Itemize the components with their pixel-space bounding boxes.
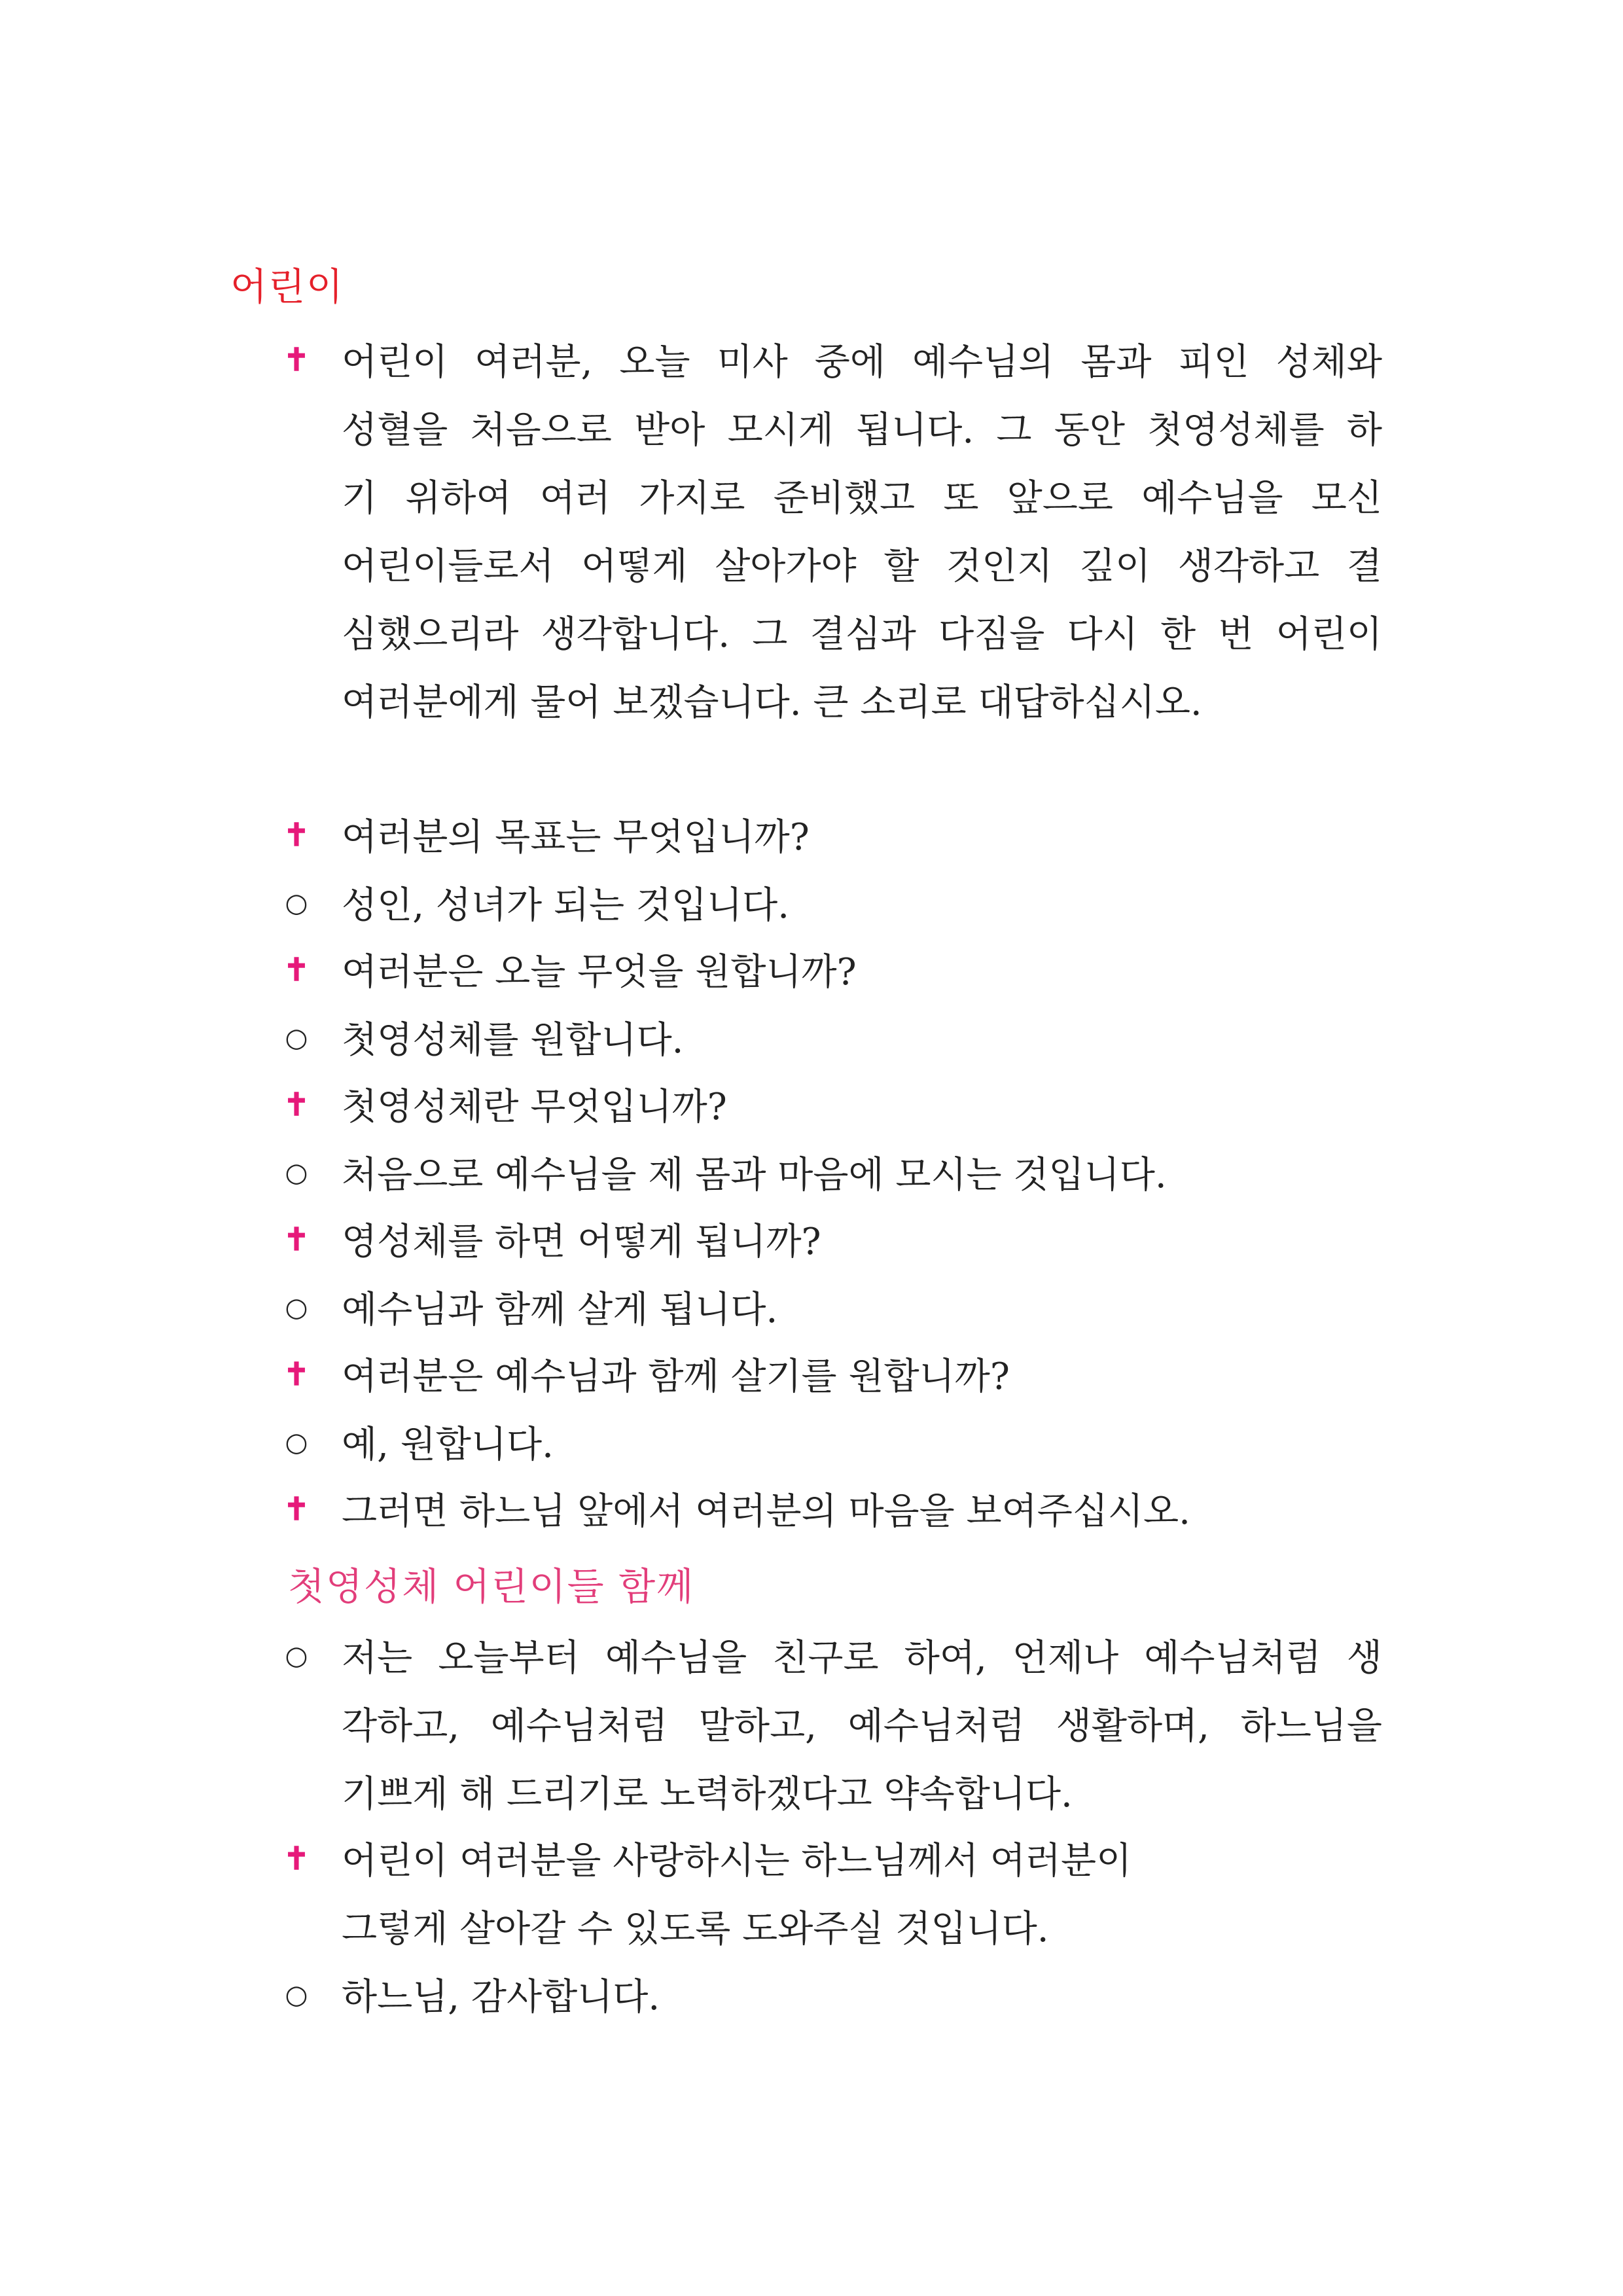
promise-line: 각하고, 예수님처럼 말하고, 예수님처럼 생활하며, 하느님을 (342, 1705, 1382, 1748)
priest-cross-icon: ✝ (283, 952, 310, 988)
intro-line: 성혈을 처음으로 받아 모시게 됩니다. 그 동안 첫영성체를 하 (342, 409, 1382, 452)
children-response-circle-icon: ○ (285, 1427, 308, 1458)
promise-line: 기쁘게 해 드리기로 노력하겠다고 약속합니다. (342, 1773, 1073, 1816)
children-response: 처음으로 예수님을 제 몸과 마음에 모시는 것입니다. (342, 1154, 1167, 1196)
priest-cross-icon: ✝ (283, 1356, 310, 1393)
children-response-circle-icon: ○ (285, 1980, 308, 2010)
children-response: 예수님과 함께 살게 됩니다. (342, 1289, 778, 1331)
children-together-subheading: 첫영성체 어린이들 함께 (288, 1564, 695, 1609)
priest-instruction: 그러면 하느님 앞에서 여러분의 마음을 보여주십시오. (342, 1490, 1190, 1533)
priest-question: 여러분의 목표는 무엇입니까? (342, 816, 810, 859)
intro-line: 어린이 여러분, 오늘 미사 중에 예수님의 몸과 피인 성체와 (342, 341, 1382, 384)
priest-question: 첫영성체란 무엇입니까? (342, 1086, 727, 1128)
priest-cross-icon: ✝ (283, 1086, 310, 1123)
intro-line: 심했으리라 생각합니다. 그 결심과 다짐을 다시 한 번 어린이 (342, 613, 1382, 656)
final-response: 하느님, 감사합니다. (342, 1976, 660, 2018)
priest-question: 여러분은 예수님과 함께 살기를 원합니까? (342, 1355, 1010, 1398)
priest-question: 영성체를 하면 어떻게 됩니까? (342, 1221, 821, 1263)
closing-line: 그렇게 살아갈 수 있도록 도와주실 것입니다. (342, 1908, 1049, 1950)
priest-cross-icon: ✝ (283, 342, 310, 378)
children-response-circle-icon: ○ (285, 1641, 308, 1671)
section-heading: 어린이 (230, 264, 345, 309)
intro-line: 여러분에게 물어 보겠습니다. 큰 소리로 대답하십시오. (342, 681, 1202, 724)
children-response: 성인, 성녀가 되는 것입니다. (342, 884, 790, 927)
priest-cross-icon: ✝ (283, 1221, 310, 1258)
promise-line: 저는 오늘부터 예수님을 친구로 하여, 언제나 예수님처럼 생 (342, 1637, 1382, 1679)
children-response: 예, 원합니다. (342, 1424, 554, 1466)
priest-cross-icon: ✝ (283, 1840, 310, 1877)
priest-question: 여러분은 오늘 무엇을 원합니까? (342, 951, 857, 994)
children-response-circle-icon: ○ (285, 1023, 308, 1053)
children-response: 첫영성체를 원합니다. (342, 1019, 684, 1062)
priest-cross-icon: ✝ (283, 817, 310, 853)
priest-cross-icon: ✝ (283, 1491, 310, 1528)
children-response-circle-icon: ○ (285, 1158, 308, 1188)
closing-line: 어린이 여러분을 사랑하시는 하느님께서 여러분이 (342, 1840, 1132, 1882)
intro-line: 기 위하여 여러 가지로 준비했고 또 앞으로 예수님을 모신 (342, 477, 1382, 520)
children-response-circle-icon: ○ (285, 1293, 308, 1323)
children-response-circle-icon: ○ (285, 888, 308, 918)
intro-line: 어린이들로서 어떻게 살아가야 할 것인지 깊이 생각하고 결 (342, 545, 1382, 588)
